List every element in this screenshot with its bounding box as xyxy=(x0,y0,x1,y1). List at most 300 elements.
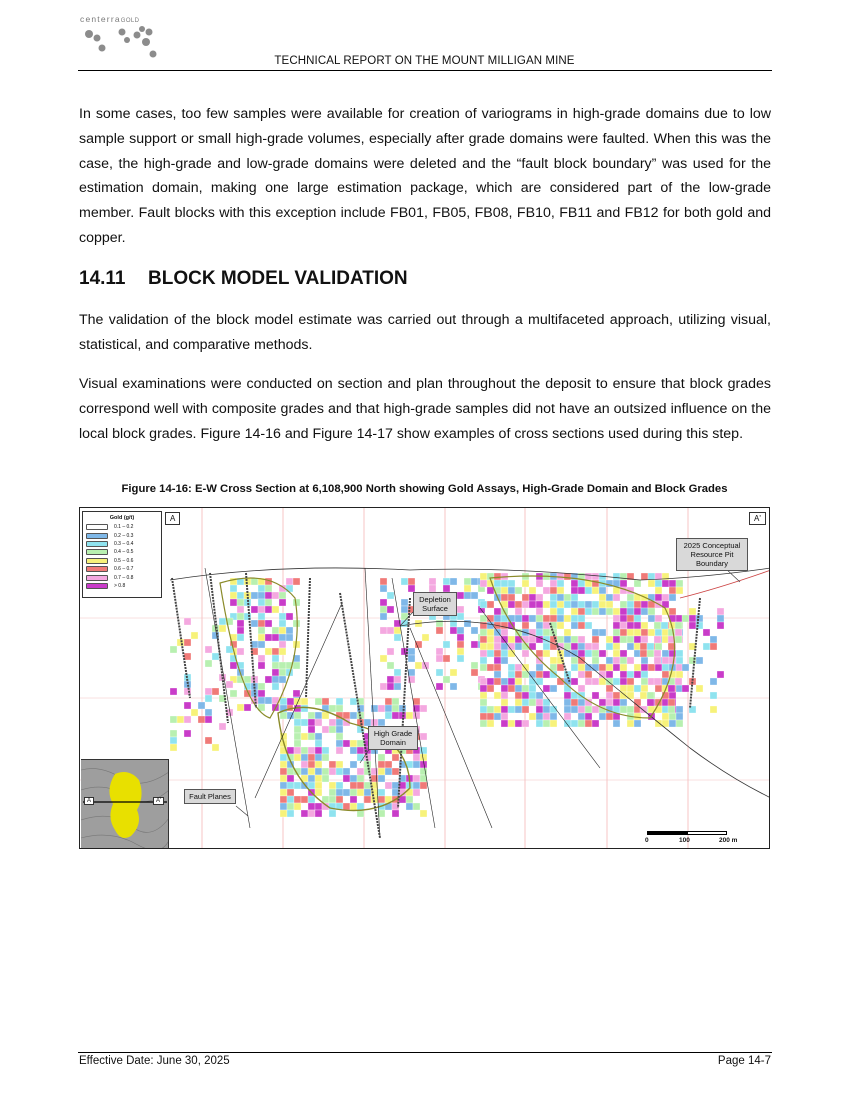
model-block xyxy=(627,678,634,685)
model-block xyxy=(322,796,329,803)
model-block xyxy=(661,622,668,629)
legend-label: 0.5 – 0.6 xyxy=(114,557,134,564)
model-block xyxy=(592,692,599,699)
model-block xyxy=(350,803,357,810)
model-block xyxy=(329,789,336,796)
model-block xyxy=(543,615,550,622)
model-block xyxy=(329,782,336,789)
model-block xyxy=(501,587,508,594)
model-block xyxy=(205,737,212,744)
model-block xyxy=(641,678,648,685)
legend-label: 0.2 – 0.3 xyxy=(114,532,134,539)
model-block xyxy=(536,608,543,615)
model-block xyxy=(487,629,494,636)
model-block xyxy=(522,650,529,657)
model-block xyxy=(536,657,543,664)
model-block xyxy=(550,657,557,664)
model-block xyxy=(294,782,301,789)
model-block xyxy=(170,737,177,744)
model-block xyxy=(654,657,661,664)
model-block xyxy=(265,676,272,683)
model-block xyxy=(627,622,634,629)
model-block xyxy=(508,671,515,678)
model-block xyxy=(258,599,265,606)
model-block xyxy=(392,705,399,712)
model-block xyxy=(634,699,641,706)
model-block xyxy=(258,655,265,662)
model-block xyxy=(613,678,620,685)
model-block xyxy=(669,713,676,720)
model-block xyxy=(682,615,689,622)
model-block xyxy=(606,713,613,720)
model-block xyxy=(515,692,522,699)
model-block xyxy=(606,685,613,692)
model-block xyxy=(634,664,641,671)
model-block xyxy=(599,650,606,657)
model-block xyxy=(480,657,487,664)
model-block xyxy=(387,648,394,655)
model-block xyxy=(655,580,662,587)
model-block xyxy=(564,713,571,720)
model-block xyxy=(494,650,501,657)
model-block xyxy=(329,796,336,803)
model-block xyxy=(634,636,641,643)
model-block xyxy=(170,744,177,751)
model-block xyxy=(676,580,683,587)
drill-hole xyxy=(172,578,190,698)
section-title: BLOCK MODEL VALIDATION xyxy=(148,268,408,289)
model-block xyxy=(378,705,385,712)
model-block xyxy=(480,601,487,608)
model-block xyxy=(422,634,429,641)
model-block xyxy=(578,664,585,671)
model-block xyxy=(501,713,508,720)
model-block xyxy=(258,683,265,690)
legend-swatch xyxy=(86,558,108,564)
model-block xyxy=(599,601,606,608)
model-block xyxy=(286,634,293,641)
model-block xyxy=(301,698,308,705)
model-block xyxy=(258,606,265,613)
model-block xyxy=(606,692,613,699)
model-block xyxy=(620,692,627,699)
model-block xyxy=(536,594,543,601)
model-block xyxy=(501,657,508,664)
model-block xyxy=(627,643,634,650)
model-block xyxy=(675,678,682,685)
model-block xyxy=(641,601,648,608)
model-block xyxy=(508,601,515,608)
model-block xyxy=(301,733,308,740)
model-block xyxy=(343,740,350,747)
pit-boundary-callout: 2025 Conceptual Resource Pit Boundary xyxy=(676,538,748,571)
model-block xyxy=(515,601,522,608)
model-block xyxy=(522,601,529,608)
model-block xyxy=(457,641,464,648)
model-block xyxy=(394,683,401,690)
model-block xyxy=(237,634,244,641)
model-block xyxy=(471,669,478,676)
model-block xyxy=(620,685,627,692)
model-block xyxy=(613,664,620,671)
model-block xyxy=(564,594,571,601)
model-block xyxy=(301,705,308,712)
model-block xyxy=(294,719,301,726)
model-block xyxy=(557,622,564,629)
model-block xyxy=(244,578,251,585)
legend-swatch xyxy=(86,566,108,572)
legend-item xyxy=(86,540,158,548)
model-block xyxy=(564,636,571,643)
model-block xyxy=(627,671,634,678)
model-block xyxy=(350,740,357,747)
model-block xyxy=(613,720,620,727)
inset-end-label: A' xyxy=(153,797,164,805)
model-block xyxy=(592,678,599,685)
model-block xyxy=(287,698,294,705)
model-block xyxy=(336,698,343,705)
model-block xyxy=(571,643,578,650)
model-block xyxy=(627,685,634,692)
model-block xyxy=(536,622,543,629)
model-block xyxy=(536,664,543,671)
model-block xyxy=(272,606,279,613)
model-block xyxy=(557,587,564,594)
legend-item xyxy=(86,565,158,573)
model-block xyxy=(634,615,641,622)
model-block xyxy=(315,733,322,740)
model-block xyxy=(494,664,501,671)
legend-label: 0.6 – 0.7 xyxy=(114,566,134,573)
model-block xyxy=(350,747,357,754)
model-block xyxy=(613,573,620,580)
model-block xyxy=(529,587,536,594)
figure-caption: Figure 14-16: E-W Cross Section at 6,108,900 North showing Gold Assays, High-Grade Domain and Block Grades xyxy=(121,483,728,495)
model-block xyxy=(571,678,578,685)
model-block xyxy=(515,608,522,615)
model-block xyxy=(536,713,543,720)
footer-divider xyxy=(78,1052,772,1053)
model-block xyxy=(543,720,550,727)
model-block xyxy=(529,699,536,706)
model-block xyxy=(494,615,501,622)
model-block xyxy=(294,698,301,705)
model-block xyxy=(392,754,399,761)
model-block xyxy=(385,705,392,712)
model-block xyxy=(279,634,286,641)
legend-title: Gold (g/t) xyxy=(109,515,135,521)
model-block xyxy=(564,615,571,622)
paragraph-validation: The validation of the block model estimate was carried out through a multifaceted approach, utilizing visual, statistical, and comparative methods. xyxy=(79,312,771,353)
model-block xyxy=(654,636,661,643)
model-block xyxy=(494,671,501,678)
model-block xyxy=(413,761,420,768)
model-block xyxy=(415,662,422,669)
model-block xyxy=(450,578,457,585)
model-block xyxy=(564,685,571,692)
model-block xyxy=(536,699,543,706)
model-block xyxy=(710,692,717,699)
model-block xyxy=(336,705,343,712)
model-block xyxy=(620,664,627,671)
model-block xyxy=(413,789,420,796)
model-block xyxy=(606,636,613,643)
model-block xyxy=(436,669,443,676)
model-block xyxy=(689,622,696,629)
model-block xyxy=(392,698,399,705)
model-block xyxy=(212,688,219,695)
model-block xyxy=(515,678,522,685)
model-block xyxy=(385,768,392,775)
model-block xyxy=(280,768,287,775)
model-block xyxy=(308,747,315,754)
model-block xyxy=(647,692,654,699)
model-block xyxy=(350,761,357,768)
model-block xyxy=(620,636,627,643)
model-block xyxy=(170,716,177,723)
model-block xyxy=(378,719,385,726)
model-block xyxy=(675,622,682,629)
model-block xyxy=(557,601,564,608)
model-block xyxy=(329,761,336,768)
model-block xyxy=(480,699,487,706)
model-block xyxy=(350,698,357,705)
model-block xyxy=(522,692,529,699)
model-block xyxy=(557,615,564,622)
model-block xyxy=(272,655,279,662)
fault-planes-callout: Fault Planes xyxy=(184,789,236,804)
model-block xyxy=(627,657,634,664)
model-block xyxy=(536,671,543,678)
model-block xyxy=(251,606,258,613)
model-block xyxy=(648,629,655,636)
model-block xyxy=(641,685,648,692)
model-block xyxy=(641,622,648,629)
model-block xyxy=(585,650,592,657)
legend-item xyxy=(86,557,158,565)
model-block xyxy=(508,706,515,713)
model-block xyxy=(494,713,501,720)
model-block xyxy=(494,692,501,699)
model-block xyxy=(357,789,364,796)
model-block xyxy=(620,580,627,587)
model-block xyxy=(480,573,487,580)
model-block xyxy=(515,615,522,622)
model-block xyxy=(606,699,613,706)
model-block xyxy=(620,699,627,706)
model-block xyxy=(357,740,364,747)
model-block xyxy=(668,685,675,692)
model-block xyxy=(301,761,308,768)
model-block xyxy=(329,719,336,726)
model-block xyxy=(322,726,329,733)
model-block xyxy=(508,587,515,594)
legend-swatch xyxy=(86,575,108,581)
model-block xyxy=(557,664,564,671)
legend-swatch xyxy=(86,583,108,589)
model-block xyxy=(315,754,322,761)
model-block xyxy=(564,573,571,580)
model-block xyxy=(279,662,286,669)
model-block xyxy=(329,726,336,733)
model-block xyxy=(578,657,585,664)
model-block xyxy=(251,620,258,627)
model-block xyxy=(237,599,244,606)
model-block xyxy=(543,671,550,678)
model-block xyxy=(357,747,364,754)
model-block xyxy=(627,636,634,643)
page-number: Page 14-7 xyxy=(717,1055,771,1067)
model-block xyxy=(578,587,585,594)
model-block xyxy=(557,608,564,615)
model-block xyxy=(205,709,212,716)
model-block xyxy=(336,796,343,803)
model-block xyxy=(641,636,648,643)
model-block xyxy=(585,706,592,713)
model-block xyxy=(634,671,641,678)
model-block xyxy=(378,768,385,775)
model-block xyxy=(655,629,662,636)
model-block xyxy=(696,685,703,692)
model-block xyxy=(301,719,308,726)
model-block xyxy=(408,578,415,585)
model-block xyxy=(717,615,724,622)
model-block xyxy=(578,601,585,608)
model-block xyxy=(536,580,543,587)
model-block xyxy=(543,601,550,608)
model-block xyxy=(420,810,427,817)
model-block xyxy=(536,636,543,643)
model-block xyxy=(371,705,378,712)
model-block xyxy=(315,761,322,768)
model-block xyxy=(457,655,464,662)
model-block xyxy=(640,692,647,699)
model-block xyxy=(487,720,494,727)
model-block xyxy=(578,622,585,629)
model-block xyxy=(357,775,364,782)
model-block xyxy=(457,627,464,634)
model-block xyxy=(387,627,394,634)
model-block xyxy=(480,664,487,671)
model-block xyxy=(294,803,301,810)
model-block xyxy=(487,713,494,720)
model-block xyxy=(487,685,494,692)
model-block xyxy=(522,622,529,629)
model-block xyxy=(237,606,244,613)
model-block xyxy=(501,622,508,629)
model-block xyxy=(627,706,634,713)
model-block xyxy=(322,754,329,761)
model-block xyxy=(279,620,286,627)
model-block xyxy=(329,705,336,712)
model-block xyxy=(308,803,315,810)
model-block xyxy=(380,585,387,592)
model-block xyxy=(578,580,585,587)
model-block xyxy=(343,712,350,719)
model-block xyxy=(627,601,634,608)
model-block xyxy=(627,594,634,601)
model-block xyxy=(378,761,385,768)
model-block xyxy=(501,580,508,587)
model-block xyxy=(287,782,294,789)
model-block xyxy=(682,685,689,692)
model-block xyxy=(676,657,683,664)
model-block xyxy=(406,803,413,810)
model-block xyxy=(272,592,279,599)
model-block xyxy=(648,664,655,671)
model-block xyxy=(640,643,647,650)
model-block xyxy=(315,719,322,726)
model-block xyxy=(655,685,662,692)
model-block xyxy=(627,608,634,615)
model-block xyxy=(385,698,392,705)
legend-label: 0.1 – 0.2 xyxy=(114,524,134,531)
model-block xyxy=(272,683,279,690)
model-block xyxy=(522,699,529,706)
scale-zero: 0 xyxy=(645,837,649,844)
model-block xyxy=(536,629,543,636)
model-block xyxy=(392,782,399,789)
model-block xyxy=(258,613,265,620)
model-block xyxy=(564,692,571,699)
scale-mid: 100 xyxy=(679,837,690,844)
model-block xyxy=(280,796,287,803)
model-block xyxy=(641,657,648,664)
model-block xyxy=(696,657,703,664)
pit-outline xyxy=(680,570,770,598)
section-heading xyxy=(79,268,408,290)
model-block xyxy=(387,662,394,669)
model-block xyxy=(357,768,364,775)
model-block xyxy=(543,713,550,720)
model-block xyxy=(392,768,399,775)
model-block xyxy=(585,573,592,580)
model-block xyxy=(564,629,571,636)
model-block xyxy=(529,692,536,699)
model-block xyxy=(378,796,385,803)
section-start-label: A xyxy=(165,512,180,525)
model-block xyxy=(508,636,515,643)
model-block xyxy=(710,678,717,685)
model-block xyxy=(522,594,529,601)
model-block xyxy=(336,726,343,733)
model-block xyxy=(606,678,613,685)
model-block xyxy=(322,768,329,775)
model-block xyxy=(294,747,301,754)
model-block xyxy=(515,685,522,692)
model-block xyxy=(578,608,585,615)
model-block xyxy=(515,720,522,727)
model-block xyxy=(293,620,300,627)
model-block xyxy=(380,613,387,620)
model-block xyxy=(350,775,357,782)
logo-wordmark: centerraGOLD xyxy=(80,14,140,24)
model-block xyxy=(613,650,620,657)
model-block xyxy=(522,685,529,692)
model-block xyxy=(380,606,387,613)
model-block xyxy=(237,704,244,711)
model-block xyxy=(494,636,501,643)
model-block xyxy=(578,685,585,692)
legend-swatch xyxy=(86,524,108,530)
model-block xyxy=(494,657,501,664)
model-block xyxy=(350,789,357,796)
model-block xyxy=(408,669,415,676)
model-block xyxy=(286,578,293,585)
model-block xyxy=(436,648,443,655)
model-block xyxy=(487,643,494,650)
model-block xyxy=(380,627,387,634)
